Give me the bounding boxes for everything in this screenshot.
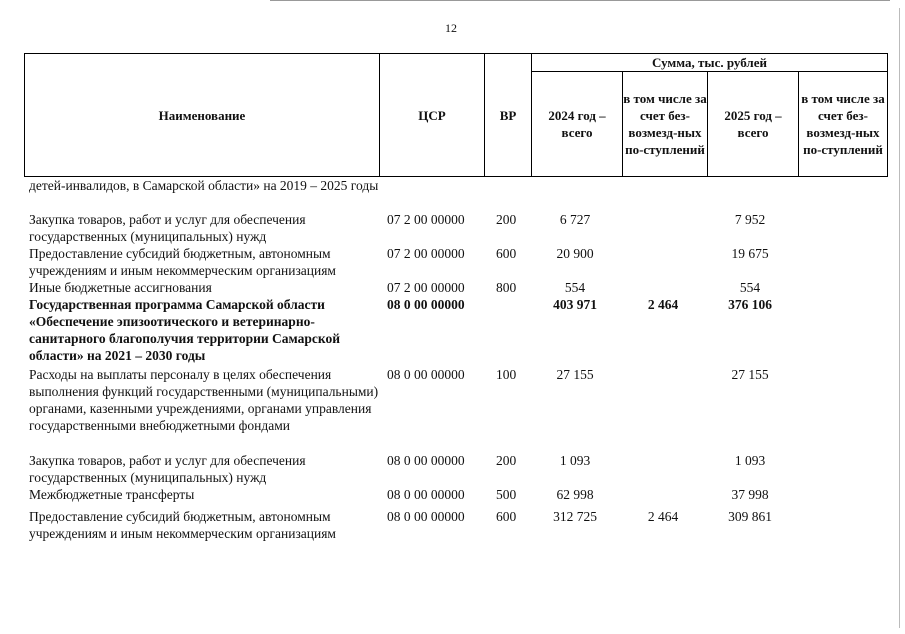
row-name: Расходы на выплаты персоналу в целях обеспечения выполнения функций государственными (муниципальными) органами, казенными учреждениями, органами управления государственными внебюджетными фондами [29, 367, 379, 433]
row-sum-2024: 62 998 [556, 487, 594, 502]
header-name: Наименование [25, 54, 380, 177]
header-vr: ВР [485, 54, 532, 177]
page-top-border [270, 0, 890, 1]
row-csr: 08 0 00 00000 [387, 509, 465, 524]
row-sum-2024: 27 155 [556, 367, 594, 382]
row-name: Межбюджетные трансферты [29, 487, 195, 502]
header-2024-free: в том числе за счет без-возмезд-ных по-ступлений [623, 72, 708, 177]
row-name: Государственная программа Самарской области «Обеспечение эпизоотического и ветеринарно-санитарного благополучия территории Самарской области» на 2021 – 2030 годы [29, 297, 341, 363]
header-sum-group: Сумма, тыс. рублей [532, 54, 888, 72]
row-csr: 08 0 00 00000 [387, 453, 465, 468]
row-sum-2025: 309 861 [728, 509, 772, 524]
row-name: Предоставление субсидий бюджетным, автономным учреждениям и иным некоммерческим организациям [29, 246, 336, 278]
row-sum-2025: 19 675 [731, 246, 769, 261]
row-vr: 600 [496, 509, 517, 524]
row-vr: 100 [496, 367, 517, 382]
row-sum-2024: 6 727 [559, 212, 591, 227]
row-free-2024: 2 464 [647, 297, 679, 312]
row-name: детей-инвалидов, в Самарской области» на 2019 – 2025 годы [29, 178, 379, 193]
row-sum-2024: 403 971 [553, 297, 597, 312]
header-2024-total: 2024 год – всего [532, 72, 623, 177]
row-csr: 07 2 00 00000 [387, 280, 465, 295]
row-sum-2024: 554 [564, 280, 586, 295]
row-vr: 600 [496, 246, 517, 261]
row-vr: 200 [496, 453, 517, 468]
page-right-border [899, 8, 900, 628]
page-number: 12 [445, 21, 457, 35]
row-vr: 500 [496, 487, 517, 502]
row-csr: 07 2 00 00000 [387, 212, 465, 227]
header-2025-free: в том числе за счет без-возмезд-ных по-ступлений [799, 72, 888, 177]
row-sum-2025: 376 106 [728, 297, 772, 312]
row-free-2024: 2 464 [647, 509, 679, 524]
row-sum-2024: 20 900 [556, 246, 594, 261]
row-csr: 08 0 00 00000 [387, 487, 465, 502]
row-sum-2024: 1 093 [559, 453, 591, 468]
row-name: Закупка товаров, работ и услуг для обеспечения государственных (муниципальных) нужд [29, 453, 306, 485]
table-header [24, 53, 888, 177]
row-name: Закупка товаров, работ и услуг для обеспечения государственных (муниципальных) нужд [29, 212, 306, 244]
row-csr: 08 0 00 00000 [387, 367, 465, 382]
header-csr: ЦСР [380, 54, 485, 177]
row-sum-2024: 312 725 [553, 509, 597, 524]
row-sum-2025: 7 952 [734, 212, 766, 227]
row-csr: 07 2 00 00000 [387, 246, 465, 261]
row-sum-2025: 27 155 [731, 367, 769, 382]
header-2025-total: 2025 год – всего [708, 72, 799, 177]
row-sum-2025: 37 998 [731, 487, 769, 502]
row-sum-2025: 554 [739, 280, 761, 295]
row-vr: 200 [496, 212, 517, 227]
row-vr: 800 [496, 280, 517, 295]
row-name: Иные бюджетные ассигнования [29, 280, 212, 295]
row-csr: 08 0 00 00000 [387, 297, 465, 312]
row-name: Предоставление субсидий бюджетным, автономным учреждениям и иным некоммерческим организациям [29, 509, 336, 541]
row-sum-2025: 1 093 [734, 453, 766, 468]
